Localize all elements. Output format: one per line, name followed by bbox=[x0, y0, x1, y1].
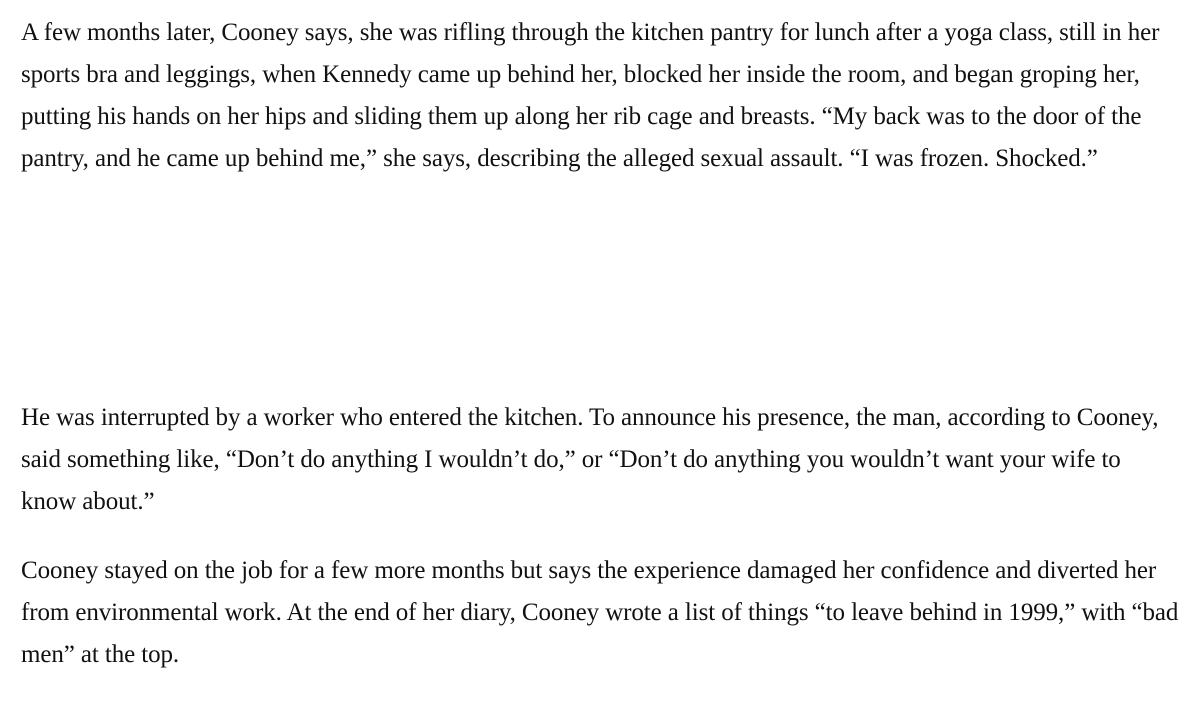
article-paragraph-diary: Cooney stayed on the job for a few more months but says the experience damaged her confidence and diverted her from environmental work. At the end of her diary, Cooney wrote a list of things “to leave behind in 1999,” with “bad men” at the top. bbox=[21, 557, 1179, 668]
article-paragraph-pantry: A few months later, Cooney says, she was rifling through the kitchen pantry for lunch after a yoga class, still in her sports bra and leggings, when Kennedy came up behind her, blocked her inside the room, and began groping her, putting his hands on her hips and sliding them up along her rib cage and breasts. “My back was to the door of the pantry, and he came up behind me,” she says, describing the alleged sexual assault. “I was frozen. Shocked.” bbox=[21, 19, 1160, 172]
content-gap bbox=[21, 180, 1181, 397]
article-paragraph-interruption: He was interrupted by a worker who entered the kitchen. To announce his presence, the man, according to Cooney, said something like, “Don’t do anything I wouldn’t do,” or “Don’t do anything you wouldn’t want your wife to know about.” bbox=[21, 404, 1159, 515]
article-body bbox=[21, 12, 1181, 676]
